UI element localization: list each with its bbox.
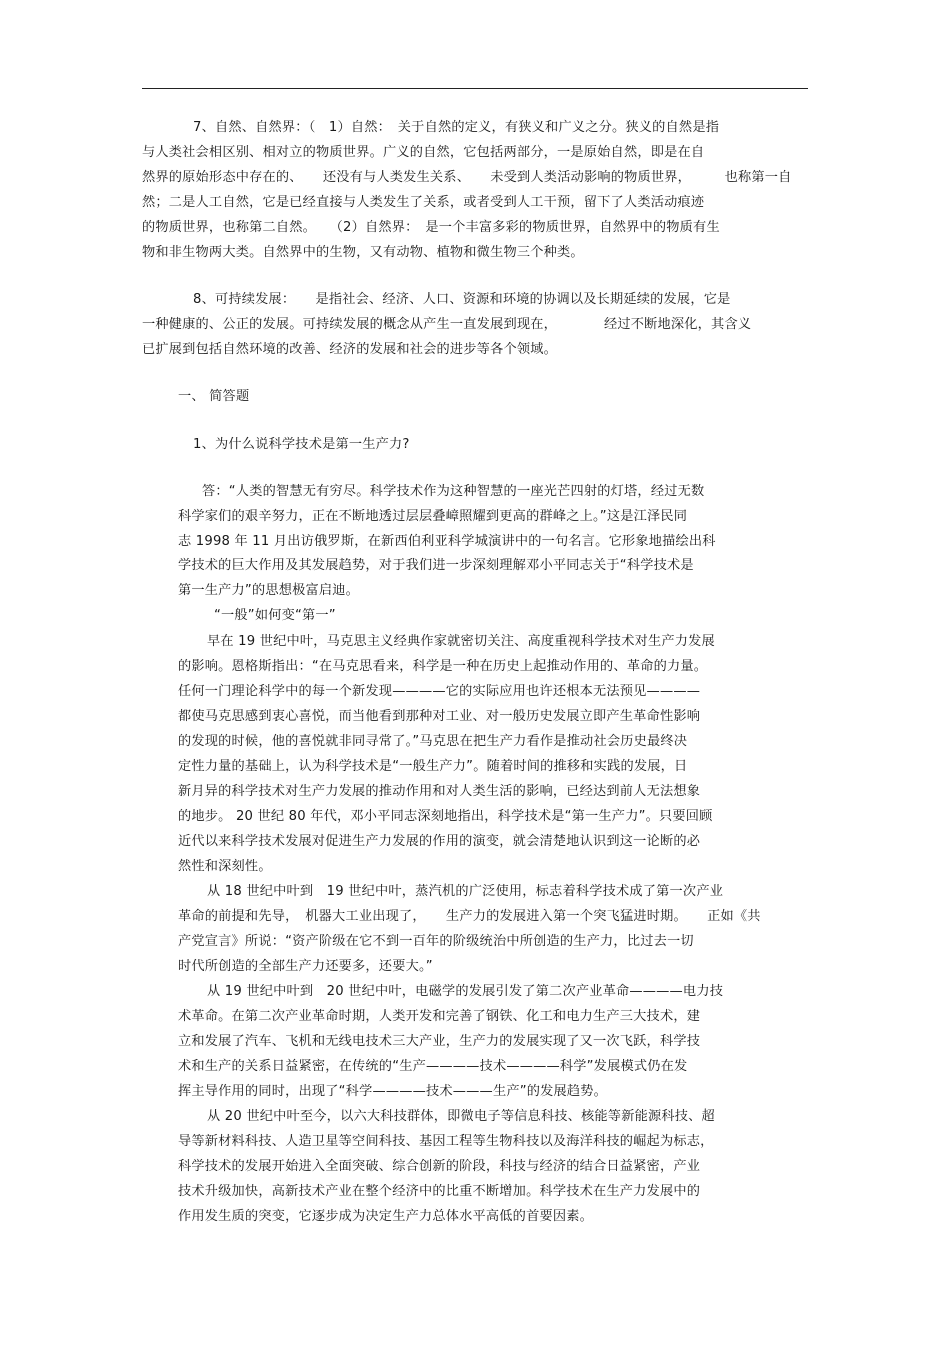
answer-p2-line-9: 近代以来科学技术发展对促进生产力发展的作用的演变，就会清楚地认识到这一论断的必	[178, 834, 701, 849]
answer-subtitle: “一般”如何变“第一”	[214, 608, 336, 623]
section7-line-4: 然；二是人工自然，它是已经直接与人类发生了关系，或者受到人工干预，留下了人类活动痕迹	[142, 195, 705, 210]
answer-p5-line-5: 作用发生质的突变，它逐步成为决定生产力总体水平高低的首要因素。	[178, 1209, 594, 1224]
answer-p2-line-4: 都使马克思感到衷心喜悦，而当他看到那种对工业、对一般历史发展立即产生革命性影响	[178, 709, 701, 724]
section-heading: 一、 简答题	[178, 389, 250, 404]
section7-line-2: 与人类社会相区别、相对立的物质世界。广义的自然，它包括两部分，一是原始自然，即是在自	[142, 145, 705, 160]
answer-p5-line-4: 技术升级加快，高新技术产业在整个经济中的比重不断增加。科学技术在生产力发展中的	[178, 1184, 701, 1199]
answer-p2-line-7: 新月异的科学技术对生产力发展的推动作用和对人类生活的影响，已经达到前人无法想象	[178, 784, 701, 799]
answer-p2-line-8: 的地步。 20 世纪 80 年代，邓小平同志深刻地指出，科学技术是“第一生产力”。只要回顾	[178, 809, 713, 824]
answer-p3-line-4: 时代所创造的全部生产力还要多，还要大。”	[178, 959, 433, 974]
answer-p2-line-6: 定性力量的基础上，认为科学技术是“一般生产力”。随着时间的推移和实践的发展，日	[178, 759, 688, 774]
answer-p5-line-1: 从 20 世纪中叶至今，以六大科技群体，即微电子等信息科技、核能等新能源科技、超	[207, 1109, 715, 1124]
answer-p3-line-1: 从 18 世纪中叶到 19 世纪中叶，蒸汽机的广泛使用，标志着科学技术成了第一次产业	[207, 884, 724, 899]
header-rule	[142, 88, 808, 89]
section7-line-1: 7、自然、自然界：（ 1）自然： 关于自然的定义，有狭义和广义之分。狭义的自然是指	[193, 120, 720, 135]
answer-p2-line-2: 的影响。恩格斯指出：“在马克思看来，科学是一种在历史上起推动作用的、革命的力量。	[178, 659, 708, 674]
answer-p4-line-4: 术和生产的关系日益紧密，在传统的“生产————技术————科学”发展模式仍在发	[178, 1059, 688, 1074]
section8-line-1: 8、可持续发展： 是指社会、经济、人口、资源和环境的协调以及长期延续的发展，它是	[193, 292, 731, 307]
answer-p3-line-3: 产党宣言》所说：“资产阶级在它不到一百年的阶级统治中所创造的生产力，比过去一切	[178, 934, 694, 949]
answer-p3-line-2: 革命的前提和先导， 机器大工业出现了， 生产力的发展进入第一个突飞猛进时期。 正如《共	[178, 909, 761, 924]
answer-p1-line-3: 志 1998 年 11 月出访俄罗斯，在新西伯利亚科学城演讲中的一句名言。它形象地描绘出科	[178, 534, 716, 549]
answer-p1-line-1: 答：“人类的智慧无有穷尽。科学技术作为这种智慧的一座光芒四射的灯塔，经过无数	[202, 484, 705, 499]
answer-p1-line-2: 科学家们的艰辛努力，正在不断地透过层层叠嶂照耀到更高的群峰之上。”这是江泽民同	[178, 509, 688, 524]
section7-line-3: 然界的原始形态中存在的、 还没有与人类发生关系、 未受到人类活动影响的物质世界， 也称第一自	[142, 170, 792, 185]
answer-p1-line-4: 学技术的巨大作用及其发展趋势，对于我们进一步深刻理解邓小平同志关于“科学技术是	[178, 558, 694, 573]
answer-p2-line-10: 然性和深刻性。	[178, 859, 272, 874]
question-1: 1、为什么说科学技术是第一生产力?	[193, 437, 410, 452]
answer-p2-line-5: 的发现的时候，他的喜悦就非同寻常了。”马克思在把生产力看作是推动社会历史最终决	[178, 734, 688, 749]
answer-p1-line-5: 第一生产力”的思想极富启迪。	[178, 583, 360, 598]
answer-p5-line-2: 导等新材料科技、人造卫星等空间科技、基因工程等生物科技以及海洋科技的崛起为标志，	[178, 1134, 714, 1149]
answer-p4-line-1: 从 19 世纪中叶到 20 世纪中叶，电磁学的发展引发了第二次产业革命————电力技	[207, 984, 724, 999]
section8-line-3: 已扩展到包括自然环境的改善、经济的发展和社会的进步等各个领域。	[142, 342, 558, 357]
answer-p4-line-3: 立和发展了汽车、飞机和无线电技术三大产业，生产力的发展实现了又一次飞跃，科学技	[178, 1034, 701, 1049]
answer-p4-line-2: 术革命。在第二次产业革命时期，人类开发和完善了钢铁、化工和电力生产三大技术，建	[178, 1009, 701, 1024]
answer-p2-line-1: 早在 19 世纪中叶，马克思主义经典作家就密切关注、高度重视科学技术对生产力发展	[207, 634, 715, 649]
section8-line-2: 一种健康的、公正的发展。可持续发展的概念从产生一直发展到现在， 经过不断地深化，其含义	[142, 317, 752, 332]
section7-line-5: 的物质世界，也称第二自然。 （2）自然界： 是一个丰富多彩的物质世界，自然界中的物质有生	[142, 220, 720, 235]
answer-p4-line-5: 挥主导作用的同时，出现了“科学————技术———生产”的发展趋势。	[178, 1084, 608, 1099]
answer-p2-line-3: 任何一门理论科学中的每一个新发现————它的实际应用也许还根本无法预见————	[178, 684, 701, 699]
section7-line-6: 物和非生物两大类。自然界中的生物，又有动物、植物和微生物三个种类。	[142, 245, 584, 260]
answer-p5-line-3: 科学技术的发展开始进入全面突破、综合创新的阶段，科技与经济的结合日益紧密，产业	[178, 1159, 701, 1174]
